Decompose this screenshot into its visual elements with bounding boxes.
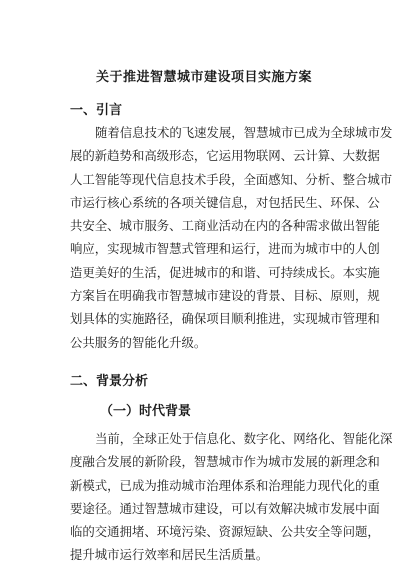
paragraph-line: 度融合发展的新阶段，智慧城市作为城市发展的新理念和 — [70, 454, 380, 470]
paragraph-line: 响应，实现城市智慧式管理和运行，进而为城市中的人创 — [70, 241, 380, 257]
section-heading-introduction: 一、引言 — [70, 103, 123, 118]
introduction-paragraph — [70, 121, 393, 354]
paragraph-line: 人工智能等现代信息技术手段，全面感知、分析、整合城市 — [70, 171, 393, 187]
paragraph-line: 造更美好的生活，促进城市的和谐、可持续成长。本实施 — [70, 264, 380, 280]
paragraph-line: 共安全、城市服务、工商业活动在内的各种需求做出智能 — [70, 218, 380, 234]
paragraph-line: 公共服务的智能化升级。 — [70, 334, 207, 350]
paragraph-line: 方案旨在明确我市智慧城市建设的背景、目标、原则，规 — [70, 288, 380, 304]
document-title: 关于推进智慧城市建设项目实施方案 — [95, 70, 312, 85]
paragraph-line: 展的新趋势和高级形态，它运用物联网、云计算、大数据 — [70, 148, 380, 164]
era-background-paragraph — [70, 427, 393, 567]
paragraph-line: 临的交通拥堵、环境污染、资源短缺、公共安全等问题， — [70, 524, 380, 540]
paragraph-line: 划具体的实施路径，确保项目顺利推进，实现城市管理和 — [70, 311, 380, 327]
section-heading-background: 二、背景分析 — [70, 374, 149, 389]
paragraph-line: 当前，全球正处于信息化、数字化、网络化、智能化深 — [95, 431, 393, 446]
paragraph-line: 提升城市运行效率和居民生活质量。 — [70, 547, 269, 563]
paragraph-line: 市运行核心系统的各项关键信息，对包括民生、环保、公 — [70, 194, 380, 210]
paragraph-line: 随着信息技术的飞速发展，智慧城市已成为全球城市发 — [95, 125, 393, 140]
paragraph-line: 要途径。通过智慧城市建设，可以有效解决城市发展中面 — [70, 500, 380, 516]
paragraph-line: 新模式，已成为推动城市治理体系和治理能力现代化的重 — [70, 477, 380, 493]
subsection-heading-era-background: （一）时代背景 — [100, 404, 192, 419]
